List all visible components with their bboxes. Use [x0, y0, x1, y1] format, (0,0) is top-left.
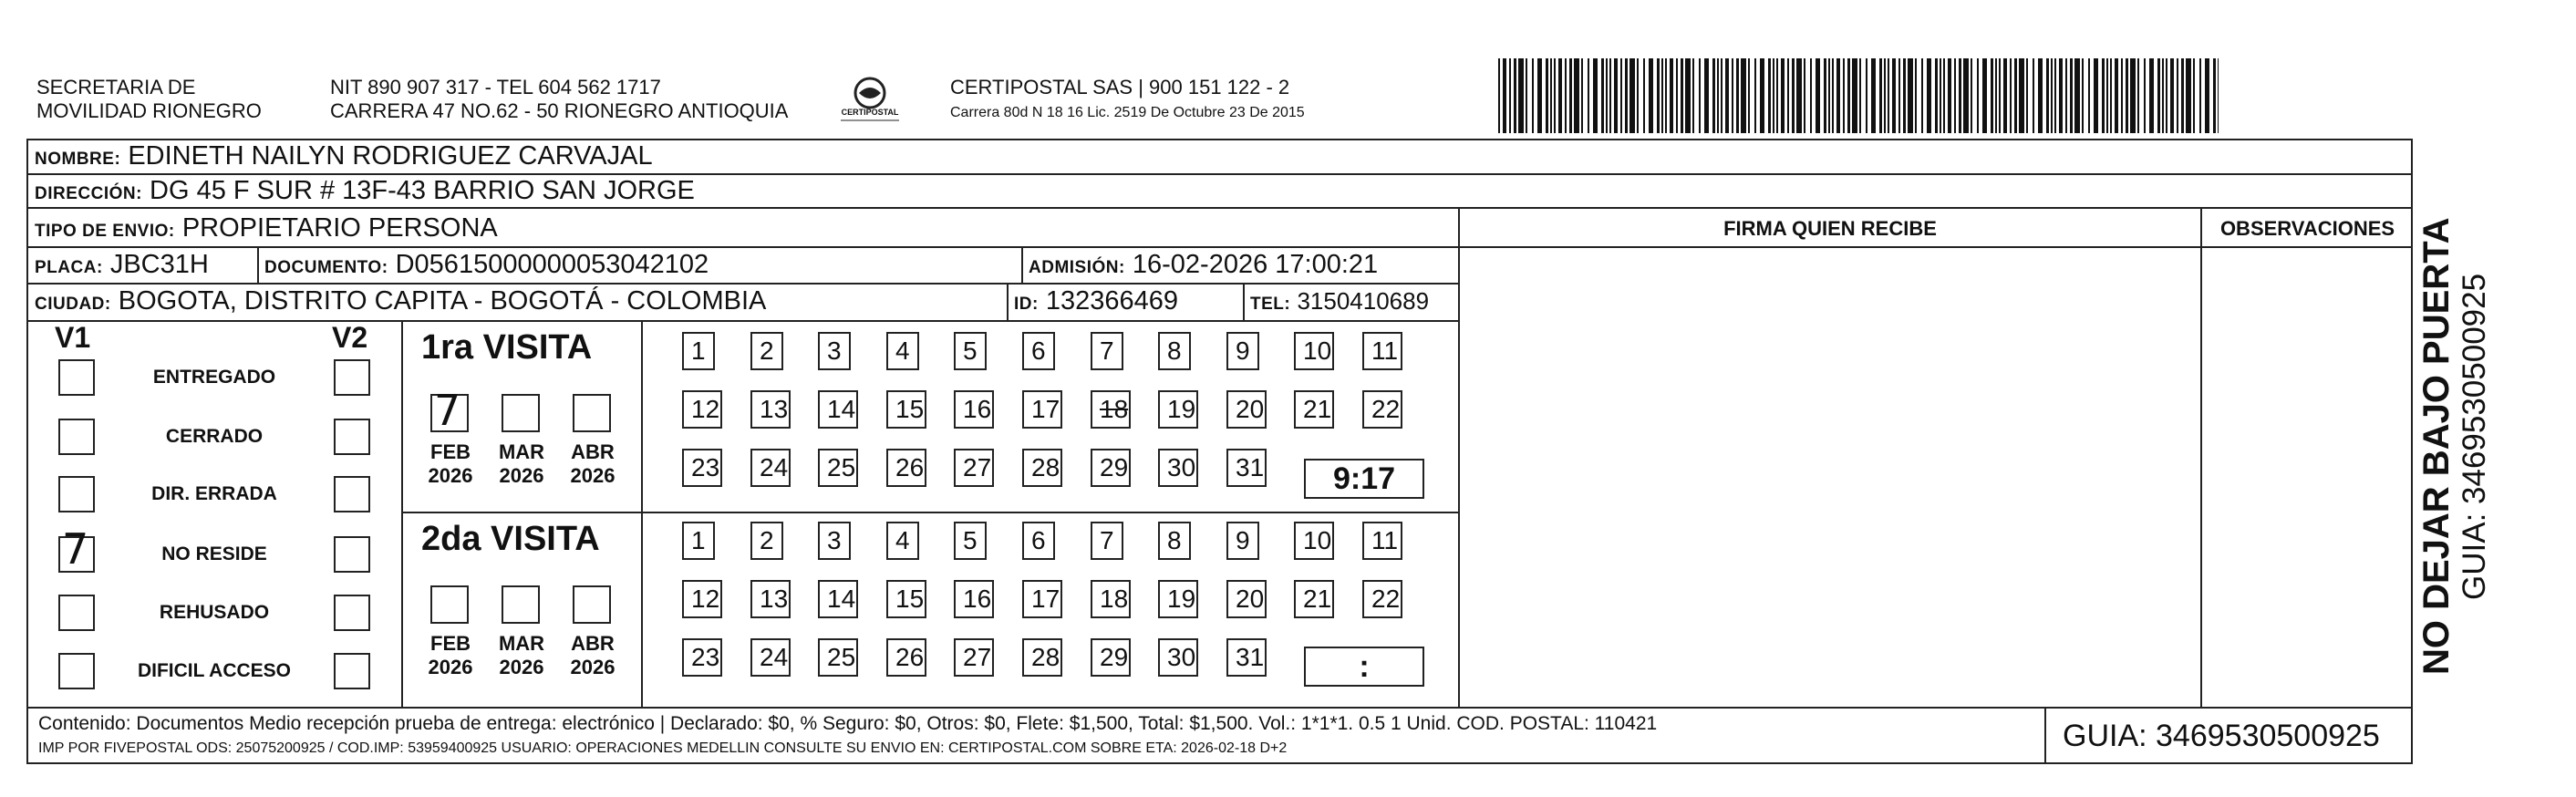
barcode-bar	[1526, 58, 1527, 133]
barcode-bar	[1935, 58, 1938, 133]
status-label-no-reside: NO RESIDE	[161, 543, 267, 564]
second-visit-day-2[interactable]: 2	[750, 522, 783, 560]
first-visit-day-25[interactable]: 25	[818, 449, 858, 487]
barcode-bar	[1606, 58, 1608, 133]
barcode-bar	[1681, 58, 1683, 133]
barcode-bar	[1927, 58, 1931, 133]
admission-datetime: 16-02-2026 17:00:21	[1132, 250, 1379, 279]
first-visit-month-box-abr[interactable]	[573, 394, 611, 432]
barcode-bar	[2144, 58, 2146, 133]
barcode-bar	[2046, 58, 2049, 133]
v1-checkbox-dir-errada[interactable]	[58, 476, 95, 512]
barcode-bar	[1581, 58, 1583, 133]
nit-line: NIT 890 907 317 - TEL 604 562 1717	[330, 76, 661, 98]
shipment-type-row	[35, 213, 498, 246]
document-number: D05615000000053042102	[395, 250, 709, 279]
barcode-bar	[1915, 58, 1917, 133]
id-cell	[1014, 286, 1178, 319]
second-visit-day-7[interactable]: 7	[1091, 522, 1123, 560]
document-cell	[264, 250, 709, 283]
barcode-bar	[1824, 58, 1826, 133]
first-visit-month-box-mar[interactable]	[502, 394, 540, 432]
barcode-bar	[1832, 58, 1834, 133]
barcode-bar	[1550, 58, 1552, 133]
barcode-bar	[1614, 58, 1618, 133]
barcode-bar	[1792, 58, 1795, 133]
first-visit-month-check-mark: 7	[434, 386, 461, 435]
barcode-bar	[1754, 58, 1756, 133]
first-visit-day-29[interactable]: 29	[1091, 449, 1131, 487]
barcode-bar	[1685, 58, 1691, 133]
second-visit-month-box-mar[interactable]	[502, 585, 540, 624]
barcode-bar	[2019, 58, 2024, 133]
barcode-bar	[2038, 58, 2043, 133]
barcode-bar	[1509, 58, 1511, 133]
barcode-bar	[1574, 58, 1579, 133]
barcode-bar	[1843, 58, 1845, 133]
first-visit-month-label-abr: ABR	[571, 440, 615, 463]
second-visit-day-20[interactable]: 20	[1226, 580, 1267, 618]
barcode-bar	[1514, 58, 1516, 133]
signature-column-header: FIRMA QUIEN RECIBE	[1723, 217, 1937, 240]
id-number: 132366469	[1045, 286, 1179, 316]
admision-label: ADMISIÓN:	[1029, 258, 1125, 277]
direccion-label: DIRECCIÓN:	[35, 184, 142, 203]
tel-label: TEL:	[1250, 295, 1291, 314]
second-visit-day-3[interactable]: 3	[818, 522, 851, 560]
barcode-bar	[1498, 58, 1500, 133]
first-visit-day-24[interactable]: 24	[750, 449, 791, 487]
barcode-bar	[1908, 58, 1913, 133]
second-visit-year-label-abr: 2026	[570, 656, 616, 678]
first-visit-day-10[interactable]: 10	[1294, 332, 1334, 370]
v1-checkbox-dificil-acceso[interactable]	[58, 653, 95, 689]
barcode-bar	[1732, 58, 1733, 133]
second-visit-title: 2da VISITA	[421, 520, 600, 558]
first-visit-day-6[interactable]: 6	[1022, 332, 1055, 370]
phone-cell	[1250, 286, 1429, 319]
barcode-bar	[2205, 58, 2209, 133]
barcode-bar	[2186, 58, 2191, 133]
barcode-bar	[1649, 58, 1653, 133]
second-visit-day-22[interactable]: 22	[1362, 580, 1402, 618]
first-visit-day-11[interactable]: 11	[1362, 332, 1402, 370]
status-label-cerrado: CERRADO	[165, 426, 264, 447]
barcode-bar	[1665, 58, 1667, 133]
plate-number: JBC31H	[109, 250, 209, 279]
second-visit-day-15[interactable]: 15	[886, 580, 926, 618]
barcode-bar	[1982, 58, 1987, 133]
second-visit-year-label-feb: 2026	[428, 656, 473, 678]
barcode-bar	[1892, 58, 1896, 133]
barcode-bar	[1609, 58, 1611, 133]
barcode-bar	[2065, 58, 2067, 133]
first-visit-year-label-abr: 2026	[570, 464, 616, 487]
status-label-dificil-acceso: DIFICIL ACCESO	[137, 660, 291, 681]
side-tracking-number: GUIA: 3469530500925	[2457, 273, 2492, 600]
barcode-bar	[2070, 58, 2073, 133]
second-visit-day-8[interactable]: 8	[1158, 522, 1191, 560]
first-visit-day-20[interactable]: 20	[1226, 390, 1267, 429]
first-visit-day-19[interactable]: 19	[1158, 390, 1198, 429]
barcode-bar	[1963, 58, 1969, 133]
barcode-bar	[1954, 58, 1956, 133]
barcode-bar	[1948, 58, 1951, 133]
first-visit-day-22[interactable]: 22	[1362, 390, 1402, 429]
first-visit-day-8[interactable]: 8	[1158, 332, 1191, 370]
first-visit-title: 1ra VISITA	[421, 328, 593, 367]
barcode-bar	[2193, 58, 2195, 133]
barcode-bar	[1943, 58, 1945, 133]
barcode-bar	[2014, 58, 2017, 133]
barcode-bar	[1999, 58, 2001, 133]
barcode-bar	[1712, 58, 1715, 133]
org-name-line1: SECRETARIA DE	[36, 76, 196, 98]
first-visit-day-23[interactable]: 23	[682, 449, 722, 487]
second-visit-day-1[interactable]: 1	[682, 522, 715, 560]
barcode-bar	[2094, 58, 2098, 133]
tipo-label: TIPO DE ENVIO:	[35, 222, 175, 241]
second-visit-month-label-mar: MAR	[498, 632, 545, 655]
first-visit-day-17[interactable]: 17	[1022, 390, 1062, 429]
first-visit-year-label-mar: 2026	[499, 464, 544, 487]
barcode-bar	[1637, 58, 1639, 133]
v1-check-mark: 7	[62, 524, 89, 574]
first-visit-day-21[interactable]: 21	[1294, 390, 1334, 429]
id-label: ID:	[1014, 295, 1039, 314]
first-visit-year-label-feb: 2026	[428, 464, 473, 487]
barcode-bar	[1661, 58, 1663, 133]
barcode-bar	[1781, 58, 1785, 133]
second-visit-month-label-abr: ABR	[571, 632, 615, 655]
barcode-bar	[1725, 58, 1729, 133]
second-visit-day-28[interactable]: 28	[1022, 638, 1062, 677]
second-visit-day-27[interactable]: 27	[954, 638, 994, 677]
barcode-bar	[1741, 58, 1746, 133]
barcode-bar	[1503, 58, 1506, 133]
v2-checkbox-entregado[interactable]	[334, 359, 370, 396]
first-visit-day-2[interactable]: 2	[750, 332, 783, 370]
barcode-bar	[1569, 58, 1572, 133]
barcode	[1498, 58, 2219, 133]
first-visit-day-18[interactable]: 18	[1091, 390, 1131, 429]
barcode-bar	[1565, 58, 1567, 133]
barcode-bar	[2162, 58, 2164, 133]
second-visit-day-9[interactable]: 9	[1226, 522, 1259, 560]
address-row	[35, 176, 695, 209]
barcode-bar	[1940, 58, 1941, 133]
barcode-bar	[1532, 58, 1534, 133]
barcode-bar	[1692, 58, 1694, 133]
barcode-bar	[1773, 58, 1774, 133]
first-visit-month-label-feb: FEB	[430, 440, 471, 463]
barcode-bar	[1554, 58, 1556, 133]
barcode-bar	[2130, 58, 2136, 133]
barcode-bar	[1699, 58, 1701, 133]
nombre-label: NOMBRE:	[35, 150, 121, 169]
second-visit-day-23[interactable]: 23	[682, 638, 722, 677]
barcode-bar	[1879, 58, 1882, 133]
second-visit-day-10[interactable]: 10	[1294, 522, 1334, 560]
barcode-bar	[2213, 58, 2216, 133]
v2-header: V2	[332, 321, 368, 354]
signature-area[interactable]	[1462, 250, 2198, 705]
barcode-bar	[2074, 58, 2080, 133]
v1-checkbox-entregado[interactable]	[58, 359, 95, 396]
first-visit-day-1[interactable]: 1	[682, 332, 715, 370]
barcode-bar	[2110, 58, 2112, 133]
second-visit-day-29[interactable]: 29	[1091, 638, 1131, 677]
v1-header: V1	[55, 321, 91, 354]
barcode-bar	[1629, 58, 1635, 133]
barcode-bar	[1828, 58, 1830, 133]
v2-checkbox-no-reside[interactable]	[334, 536, 370, 573]
barcode-bar	[1995, 58, 1997, 133]
barcode-bar	[1657, 58, 1660, 133]
city: BOGOTA, DISTRITO CAPITA - BOGOTÁ - COLOMBIA	[118, 286, 767, 316]
observations-area[interactable]	[2204, 250, 2411, 705]
barcode-bar	[1866, 58, 1867, 133]
barcode-bar	[1593, 58, 1598, 133]
second-visit-day-19[interactable]: 19	[1158, 580, 1198, 618]
barcode-bar	[1625, 58, 1628, 133]
barcode-bar	[1903, 58, 1906, 133]
second-visit-day-14[interactable]: 14	[818, 580, 858, 618]
first-visit-day-27[interactable]: 27	[954, 449, 994, 487]
v2-checkbox-dir-errada[interactable]	[334, 476, 370, 512]
second-visit-year-label-mar: 2026	[499, 656, 544, 678]
city-cell	[35, 286, 766, 319]
barcode-bar	[2106, 58, 2108, 133]
status-label-entregado: ENTREGADO	[152, 367, 276, 388]
v1-checkbox-rehusado[interactable]	[58, 595, 95, 631]
second-visit-day-24[interactable]: 24	[750, 638, 791, 677]
barcode-bar	[2157, 58, 2160, 133]
second-visit-day-6[interactable]: 6	[1022, 522, 1055, 560]
barcode-bar	[1884, 58, 1886, 133]
barcode-bar	[2082, 58, 2084, 133]
barcode-bar	[1796, 58, 1802, 133]
barcode-bar	[1643, 58, 1645, 133]
print-info: IMP POR FIVEPOSTAL ODS: 25075200925 / COD.IMP: 53959400925 USUARIO: OPERACIONES MEDELLIN CONSULTE SU ENVIO EN: CERTIPOSTAL.COM SOBRE ETA: 2026-02-18 D+2	[38, 740, 1288, 756]
barcode-bar	[2059, 58, 2063, 133]
barcode-bar	[2126, 58, 2128, 133]
second-visit-day-21[interactable]: 21	[1294, 580, 1334, 618]
barcode-bar	[1537, 58, 1542, 133]
barcode-bar	[2166, 58, 2167, 133]
barcode-bar	[1588, 58, 1589, 133]
second-visit-day-11[interactable]: 11	[1362, 522, 1402, 560]
second-visit-month-label-feb: FEB	[430, 632, 471, 655]
license-line: Carrera 80d N 18 16 Lic. 2519 De Octubre 23 De 2015	[950, 105, 1305, 120]
tracking-number: GUIA: 3469530500925	[2063, 719, 2380, 753]
v1-checkbox-cerrado[interactable]	[58, 419, 95, 455]
first-visit-day-30[interactable]: 30	[1158, 449, 1198, 487]
barcode-bar	[2137, 58, 2139, 133]
second-visit-day-30[interactable]: 30	[1158, 638, 1198, 677]
barcode-bar	[1859, 58, 1861, 133]
barcode-bar	[1676, 58, 1678, 133]
first-visit-day-3[interactable]: 3	[818, 332, 851, 370]
barcode-bar	[1991, 58, 1993, 133]
second-visit-day-25[interactable]: 25	[818, 638, 858, 677]
first-visit-day-15[interactable]: 15	[886, 390, 926, 429]
do-not-leave-warning: NO DEJAR BAJO PUERTA	[2416, 217, 2457, 675]
recipient-name: EDINETH NAILYN RODRIGUEZ CARVAJAL	[128, 141, 653, 171]
second-visit-day-16[interactable]: 16	[954, 580, 994, 618]
first-visit-day-7[interactable]: 7	[1091, 332, 1123, 370]
barcode-bar	[2010, 58, 2012, 133]
recipient-name-row	[35, 141, 653, 174]
barcode-bar	[1921, 58, 1923, 133]
barcode-bar	[2177, 58, 2178, 133]
barcode-bar	[1847, 58, 1850, 133]
first-visit-day-5[interactable]: 5	[954, 332, 987, 370]
barcode-bar	[1816, 58, 1820, 133]
first-visit-day-13[interactable]: 13	[750, 390, 791, 429]
first-visit-time[interactable]: 9:17	[1304, 459, 1424, 499]
contents-summary: Contenido: Documentos Medio recepción prueba de entrega: electrónico | Declarado: $0, % Seguro: $0, Otros: $0, Flete: $1,500, Total: $1,500. Vol.: 1*1*1. 0.5 1 Unid. COD. POSTAL: 110421	[38, 713, 1658, 734]
barcode-bar	[2149, 58, 2154, 133]
first-visit-day-26[interactable]: 26	[886, 449, 926, 487]
status-label-rehusado: REHUSADO	[159, 602, 270, 623]
first-visit-day-16[interactable]: 16	[954, 390, 994, 429]
barcode-bar	[1748, 58, 1750, 133]
barcode-bar	[1776, 58, 1778, 133]
second-visit-day-4[interactable]: 4	[886, 522, 919, 560]
barcode-bar	[1670, 58, 1673, 133]
shipment-type: PROPIETARIO PERSONA	[181, 213, 498, 243]
first-visit-day-14[interactable]: 14	[818, 390, 858, 429]
barcode-bar	[1620, 58, 1622, 133]
placa-label: PLACA:	[35, 258, 103, 277]
documento-label: DOCUMENTO:	[264, 258, 388, 277]
observations-column-header: OBSERVACIONES	[2219, 217, 2395, 240]
barcode-bar	[2051, 58, 2053, 133]
recipient-address: DG 45 F SUR # 13F-43 BARRIO SAN JORGE	[150, 176, 695, 205]
barcode-bar	[2054, 58, 2056, 133]
second-visit-time[interactable]: :	[1304, 647, 1424, 687]
barcode-bar	[2218, 58, 2219, 133]
barcode-bar	[2121, 58, 2123, 133]
barcode-bar	[1601, 58, 1604, 133]
v2-checkbox-dificil-acceso[interactable]	[334, 653, 370, 689]
first-visit-day-12[interactable]: 12	[682, 390, 722, 429]
org-name-line2: MOVILIDAD RIONEGRO	[36, 99, 262, 122]
barcode-bar	[1717, 58, 1719, 133]
barcode-bar	[2115, 58, 2118, 133]
logo-text: CERTIPOSTAL	[841, 108, 899, 117]
barcode-bar	[1871, 58, 1876, 133]
plate-cell	[35, 250, 209, 283]
phone-number: 3150410689	[1297, 287, 1430, 315]
barcode-bar	[1977, 58, 1979, 133]
barcode-bar	[1736, 58, 1739, 133]
barcode-bar	[1836, 58, 1840, 133]
barcode-bar	[1852, 58, 1857, 133]
first-visit-month-label-mar: MAR	[498, 440, 545, 463]
logo-icon	[837, 73, 903, 131]
second-visit-month-box-abr[interactable]	[573, 585, 611, 624]
second-visit-day-18[interactable]: 18	[1091, 580, 1131, 618]
barcode-bar	[1760, 58, 1764, 133]
barcode-bar	[1518, 58, 1524, 133]
company-line: CERTIPOSTAL SAS | 900 151 122 - 2	[950, 76, 1290, 98]
barcode-bar	[1787, 58, 1789, 133]
status-label-dir-errada: DIR. ERRADA	[151, 483, 277, 504]
first-visit-day-31[interactable]: 31	[1226, 449, 1267, 487]
barcode-bar	[1810, 58, 1812, 133]
barcode-bar	[2102, 58, 2105, 133]
address-line: CARRERA 47 NO.62 - 50 RIONEGRO ANTIOQUIA	[330, 99, 789, 122]
certipostal-logo	[837, 73, 903, 131]
barcode-bar	[1804, 58, 1805, 133]
barcode-bar	[2170, 58, 2174, 133]
v2-checkbox-cerrado[interactable]	[334, 419, 370, 455]
barcode-bar	[2003, 58, 2007, 133]
second-visit-day-31[interactable]: 31	[1226, 638, 1267, 677]
first-visit-day-9[interactable]: 9	[1226, 332, 1259, 370]
barcode-bar	[1959, 58, 1961, 133]
barcode-bar	[2181, 58, 2184, 133]
first-visit-day-4[interactable]: 4	[886, 332, 919, 370]
barcode-bar	[1704, 58, 1709, 133]
second-visit-day-26[interactable]: 26	[886, 638, 926, 677]
second-visit-day-12[interactable]: 12	[682, 580, 722, 618]
admission-cell	[1029, 250, 1378, 283]
ciudad-label: CIUDAD:	[35, 295, 111, 314]
barcode-bar	[2033, 58, 2034, 133]
barcode-bar	[1721, 58, 1723, 133]
barcode-bar	[1546, 58, 1548, 133]
barcode-bar	[1558, 58, 1562, 133]
barcode-bar	[1768, 58, 1771, 133]
first-visit-day-28[interactable]: 28	[1022, 449, 1062, 487]
barcode-bar	[1888, 58, 1889, 133]
barcode-bar	[1971, 58, 1972, 133]
second-visit-day-17[interactable]: 17	[1022, 580, 1062, 618]
second-visit-day-13[interactable]: 13	[750, 580, 791, 618]
barcode-bar	[2199, 58, 2201, 133]
barcode-bar	[2088, 58, 2090, 133]
barcode-bar	[1898, 58, 1900, 133]
v2-checkbox-rehusado[interactable]	[334, 595, 370, 631]
second-visit-day-5[interactable]: 5	[954, 522, 987, 560]
second-visit-month-box-feb[interactable]	[430, 585, 469, 624]
barcode-bar	[2026, 58, 2028, 133]
